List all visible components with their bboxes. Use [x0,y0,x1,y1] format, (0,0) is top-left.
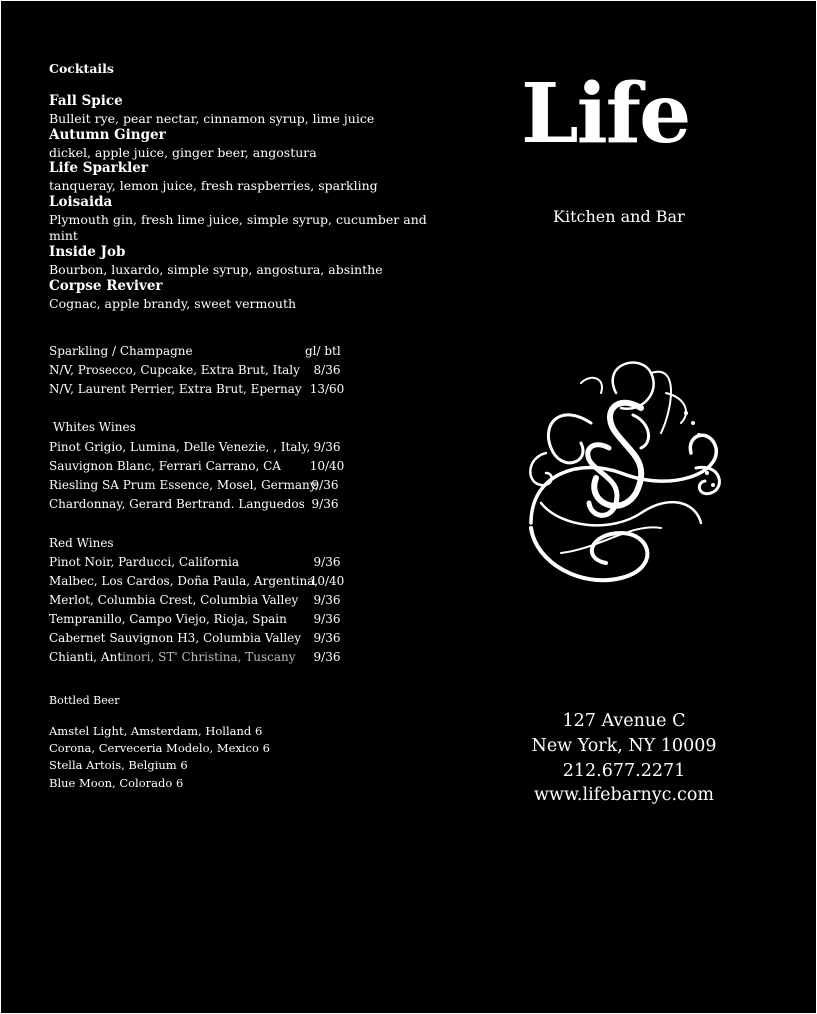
cocktail-name: Loisaida [49,194,113,210]
wine-row-name: Malbec, Los Cardos, Doña Paula, Argentina, [49,574,319,588]
wine-row-price: 10/40 [309,459,345,473]
wine-row-price: 9/36 [313,440,341,454]
wine-row-name-part-faded: inori, ST' Christina, Tuscany [122,650,296,664]
website-link[interactable]: www.lifebarnyc.com [534,785,714,805]
cocktails-heading: Cocktails [49,61,114,76]
beer-row: Stella Artois, Belgium 6 [49,758,188,772]
address-street: 127 Avenue C [562,711,686,731]
whites-heading: Whites Wines [53,420,136,434]
wine-row-name: Cabernet Sauvignon H3, Columbia Valley [49,631,302,645]
brand-logo: Life [521,66,690,162]
wine-row-name: Pinot Noir, Parducci, California [49,555,239,569]
wine-row-name: Merlot, Columbia Crest, Columbia Valley [49,593,299,607]
cocktail-name: Life Sparkler [49,160,148,176]
phone-number: 212.677.2271 [562,761,686,781]
wine-row-price: 9/36 [313,631,341,645]
wine-row-price: 9/36 [313,612,341,626]
ornate-script-monogram-icon [521,353,731,593]
cocktail-desc: Plymouth gin, fresh lime juice, simple syrup, cucumber and [49,212,427,227]
cocktail-desc: dickel, apple juice, ginger beer, angostura [49,145,317,160]
wine-row-price: 13/60 [309,382,345,396]
wine-row-name-part: Chianti, Ant [49,650,123,664]
wine-row-price: 9/36 [313,593,341,607]
menu-page [1,1,816,1013]
cocktail-name: Autumn Ginger [49,127,166,143]
cocktail-desc: Bulleit rye, pear nectar, cinnamon syrup, lime juice [49,111,375,126]
wine-row-price: 9/36 [313,650,341,664]
wine-row-name: Tempranillo, Campo Viejo, Rioja, Spain [49,612,287,626]
wine-row-name: N/V, Prosecco, Cupcake, Extra Brut, Italy [49,363,300,377]
cocktail-desc-cont: mint [49,228,78,243]
wine-row-name: Pinot Grigio, Lumina, Delle Venezie, , Italy, [49,440,311,454]
wine-row-name: Sauvignon Blanc, Ferrari Carrano, CA [49,459,281,473]
wine-row-price: 10/40 [309,574,345,588]
beer-heading: Bottled Beer [49,694,120,707]
cocktail-desc: tanqueray, lemon juice, fresh raspberries, sparkling [49,178,378,193]
price-column-header: gl/ btl [305,344,341,358]
beer-row: Corona, Cerveceria Modelo, Mexico 6 [49,741,270,755]
wine-row-price: 8/36 [313,363,341,377]
cocktail-name: Fall Spice [49,93,123,109]
cocktail-desc: Bourbon, luxardo, simple syrup, angostura, absinthe [49,262,383,277]
wine-row-name: Riesling SA Prum Essence, Mosel, Germany, [49,478,319,492]
cocktail-name: Corpse Reviver [49,278,163,294]
wine-row-price: 9/36 [313,555,341,569]
beer-row: Amstel Light, Amsterdam, Holland 6 [49,724,263,738]
cocktail-desc: Cognac, apple brandy, sweet vermouth [49,296,297,311]
wine-row-name [49,650,296,664]
cocktail-name: Inside Job [49,244,126,260]
sparkling-heading: Sparkling / Champagne [49,344,193,358]
wine-row-name: N/V, Laurent Perrier, Extra Brut, Epernay [49,382,302,396]
beer-row: Blue Moon, Colorado 6 [49,776,184,790]
wine-row-price: 9/36 [311,497,339,511]
wine-row-price: 9/36 [311,478,339,492]
wine-row-name: Chardonnay, Gerard Bertrand. Languedos [49,497,305,511]
reds-heading: Red Wines [49,536,114,550]
address-city: New York, NY 10009 [531,736,717,756]
brand-subtitle: Kitchen and Bar [553,207,685,226]
